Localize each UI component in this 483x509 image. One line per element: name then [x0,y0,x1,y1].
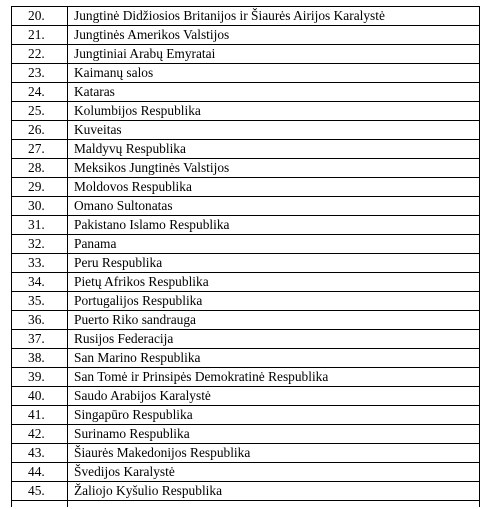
country-name: Singapūro Respublika [68,406,480,425]
table-row [12,178,480,197]
country-name: Kaimanų salos [68,64,480,83]
table-row [12,26,480,45]
row-number: 20. [12,7,68,26]
table-row [12,482,480,501]
table-row [12,7,480,26]
table-row [12,387,480,406]
row-number: 29. [12,178,68,197]
table-row [12,235,480,254]
table-row [12,463,480,482]
row-number: 34. [12,273,68,292]
country-name: Jungtinė Didžiosios Britanijos ir Šiaurės Airijos Karalystė [68,7,480,26]
country-name: Jungtiniai Arabų Emyratai [68,45,480,64]
row-number: 41. [12,406,68,425]
row-number: 42. [12,425,68,444]
row-number: 40. [12,387,68,406]
country-name: Švedijos Karalystė [68,463,480,482]
row-number: 26. [12,121,68,140]
table-body [12,7,480,508]
table-row [12,254,480,273]
table-row [12,425,480,444]
country-name-empty [68,501,480,508]
row-number: 35. [12,292,68,311]
row-number: 43. [12,444,68,463]
row-number: 39. [12,368,68,387]
country-name: Portugalijos Respublika [68,292,480,311]
country-name: San Tomė ir Prinsipės Demokratinė Respublika [68,368,480,387]
table-row [12,83,480,102]
row-number: 32. [12,235,68,254]
country-name: Pietų Afrikos Respublika [68,273,480,292]
country-name: Moldovos Respublika [68,178,480,197]
table-row [12,121,480,140]
table-row [12,102,480,121]
row-number: 22. [12,45,68,64]
row-number: 25. [12,102,68,121]
country-name: Jungtinės Amerikos Valstijos [68,26,480,45]
row-number: 37. [12,330,68,349]
row-number: 44. [12,463,68,482]
table-row [12,311,480,330]
row-number: 45. [12,482,68,501]
table-row [12,368,480,387]
table-row [12,292,480,311]
row-number: 30. [12,197,68,216]
country-name: Panama [68,235,480,254]
table-row-continued [12,501,480,508]
table-row [12,349,480,368]
table-row [12,444,480,463]
country-name: Pakistano Islamo Respublika [68,216,480,235]
country-name: Saudo Arabijos Karalystė [68,387,480,406]
table-row [12,406,480,425]
country-list-table [11,6,480,507]
row-number: 21. [12,26,68,45]
row-number-empty [12,501,68,508]
row-number: 23. [12,64,68,83]
row-number: 33. [12,254,68,273]
country-name: Kolumbijos Respublika [68,102,480,121]
country-name: Meksikos Jungtinės Valstijos [68,159,480,178]
table-row [12,330,480,349]
row-number: 27. [12,140,68,159]
country-name: Surinamo Respublika [68,425,480,444]
table-row [12,197,480,216]
country-name: Kataras [68,83,480,102]
table-row [12,45,480,64]
country-name: Kuveitas [68,121,480,140]
row-number: 28. [12,159,68,178]
country-name: Rusijos Federacija [68,330,480,349]
row-number: 31. [12,216,68,235]
country-name: San Marino Respublika [68,349,480,368]
table-row [12,216,480,235]
country-name: Maldyvų Respublika [68,140,480,159]
table-row [12,140,480,159]
country-name: Žaliojo Kyšulio Respublika [68,482,480,501]
country-name: Peru Respublika [68,254,480,273]
row-number: 38. [12,349,68,368]
country-name: Šiaurės Makedonijos Respublika [68,444,480,463]
row-number: 24. [12,83,68,102]
country-name: Omano Sultonatas [68,197,480,216]
country-name: Puerto Riko sandrauga [68,311,480,330]
table-row [12,64,480,83]
table-row [12,273,480,292]
table-row [12,159,480,178]
row-number: 36. [12,311,68,330]
